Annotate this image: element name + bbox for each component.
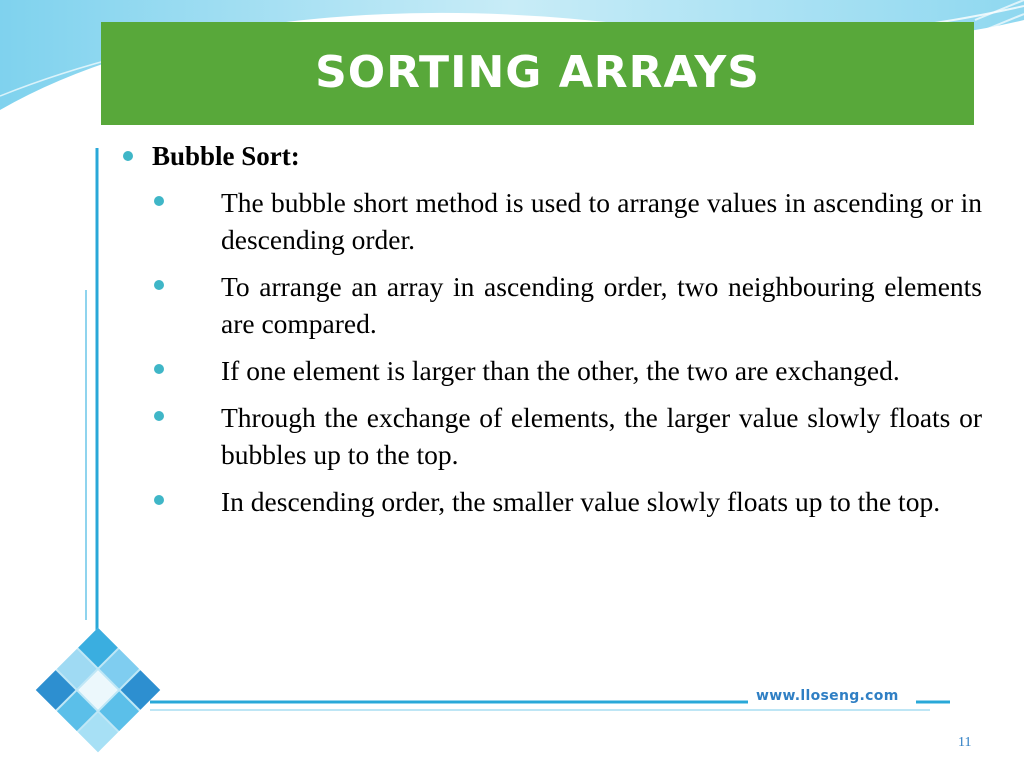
bullet-text: If one element is larger than the other, the two are exchanged.: [221, 355, 900, 386]
bullet-icon: [154, 364, 164, 374]
slide-number: 11: [958, 735, 972, 750]
bullet-text: In descending order, the smaller value slowly floats up to the top.: [221, 486, 941, 517]
slide-title: SORTING ARRAYS: [315, 47, 760, 98]
list-item: [120, 399, 982, 473]
bullet-icon: [154, 196, 164, 206]
heading-text: Bubble Sort:: [152, 141, 300, 171]
list-item: [120, 352, 982, 389]
title-bar: [101, 22, 974, 125]
heading-bullet: [120, 138, 982, 174]
bullet-icon: [154, 495, 164, 505]
bullet-text: To arrange an array in ascending order, two neighbouring elements are compared.: [221, 271, 982, 339]
list-item: [120, 184, 982, 258]
slide-content: [120, 138, 982, 520]
footer-url: www.lloseng.com: [756, 688, 899, 704]
list-item: [120, 268, 982, 342]
bullet-text: The bubble short method is used to arrange values in ascending or in descending order.: [221, 187, 982, 255]
bullet-icon: [123, 151, 133, 161]
bullet-icon: [154, 280, 164, 290]
bullet-icon: [154, 411, 164, 421]
bullet-text: Through the exchange of elements, the larger value slowly floats or bubbles up to the top.: [221, 402, 982, 470]
mosaic-diamond-decoration: [36, 628, 160, 752]
list-item: [120, 483, 982, 520]
